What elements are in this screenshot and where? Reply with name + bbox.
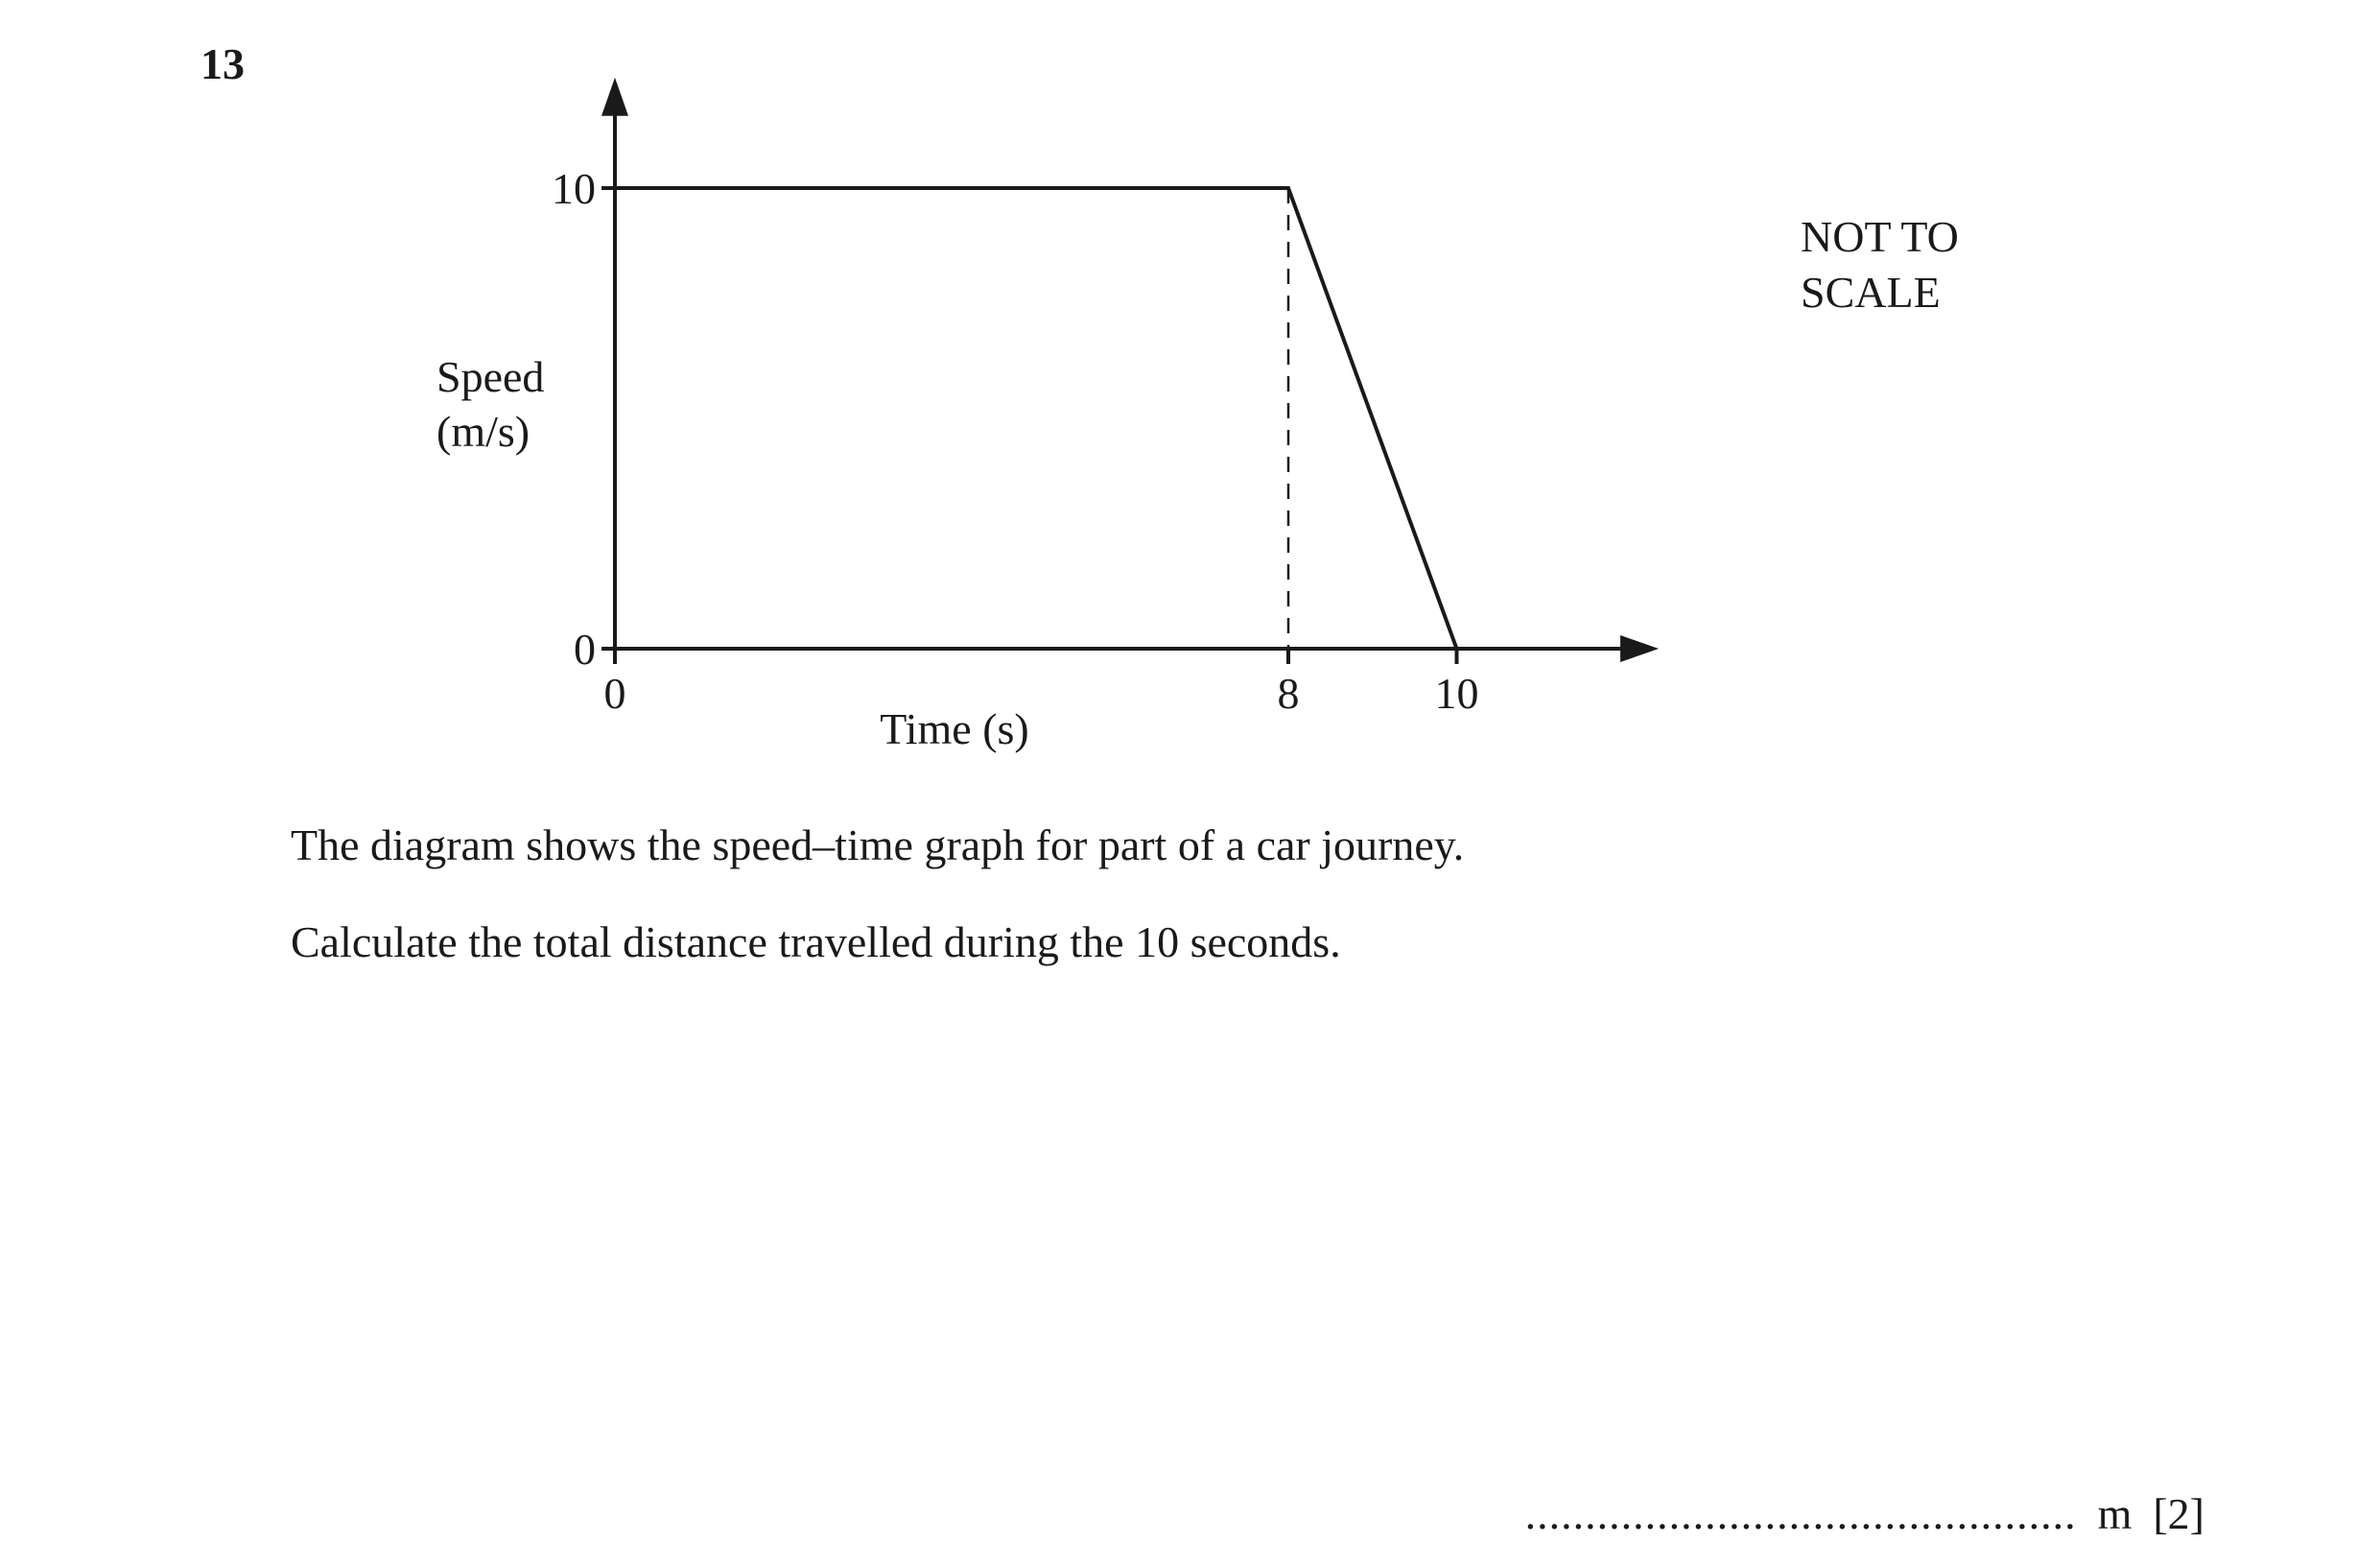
answer-dots: .............................................. (1524, 1489, 2077, 1538)
y-axis-label-line2: (m/s) (436, 407, 530, 456)
answer-unit: m (2097, 1489, 2133, 1538)
speed-line (615, 188, 1457, 649)
x-tick-label: 8 (1277, 669, 1300, 718)
x-axis-label: Time (s) (880, 704, 1029, 753)
question-number: 13 (200, 39, 245, 88)
not-to-scale-line1: NOT TO (1801, 212, 1959, 261)
not-to-scale-line2: SCALE (1801, 268, 1941, 317)
x-tick-label: 0 (603, 669, 626, 718)
marks-allocation: [2] (2153, 1489, 2204, 1538)
y-tick-label: 10 (552, 164, 596, 213)
y-tick-label: 0 (574, 625, 596, 674)
answer-line (1524, 1489, 2204, 1538)
x-axis-arrow-icon (1620, 635, 1659, 662)
question-instruction: Calculate the total distance travelled during the 10 seconds. (291, 917, 1341, 966)
y-axis-arrow-icon (601, 78, 628, 116)
y-axis-label-line1: Speed (436, 352, 545, 401)
x-tick-label: 10 (1434, 669, 1479, 718)
question-paragraph: The diagram shows the speed–time graph for part of a car journey. (291, 820, 1465, 869)
not-to-scale-note (1801, 209, 1959, 321)
